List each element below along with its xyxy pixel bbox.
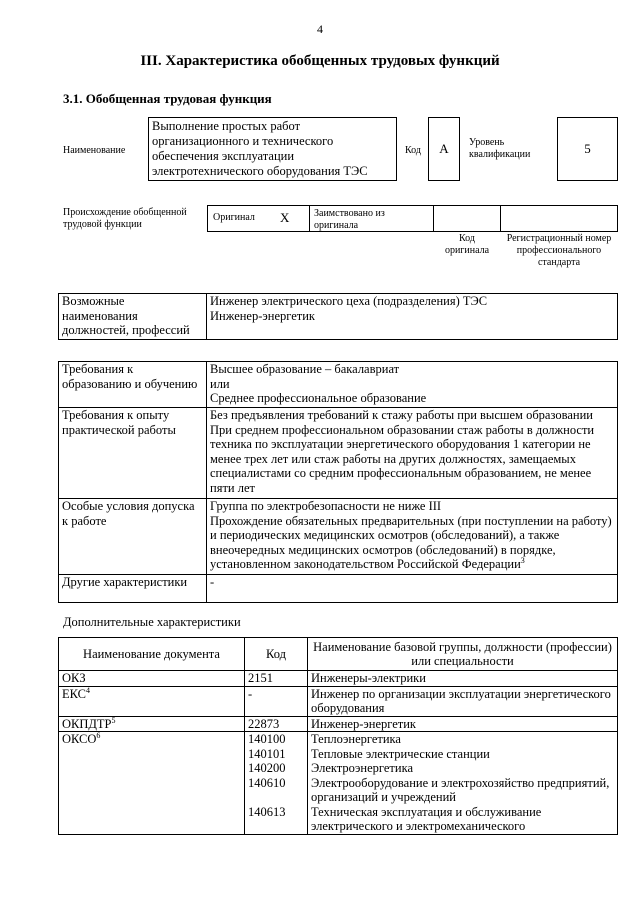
naming-label: Наименование	[63, 145, 126, 156]
requirement-label: Другие характеристики	[59, 575, 207, 603]
position-item: Инженер-энергетик	[210, 308, 315, 323]
requirements-table	[58, 361, 618, 603]
requirement-value	[207, 499, 618, 575]
borrowed-cell	[309, 205, 434, 232]
requirement-label: Требования к опыту практической работы	[59, 408, 207, 499]
name-cell	[308, 732, 618, 835]
code-line: 140200	[248, 761, 286, 775]
header-group-name: Наименование базовой группы, должности (профессии) или специальности	[308, 638, 618, 671]
name-cell: Инженер по организации эксплуатации энергетического оборудования	[308, 686, 618, 716]
requirement-label: Требования к образованию и обучению	[59, 362, 207, 408]
name-line: Электрооборудование и электрохозяйство предприятий, организаций и учреждений	[311, 775, 610, 804]
additional-table	[58, 637, 618, 835]
borrowed-label: Заимствовано из оригинала	[314, 208, 385, 231]
header-document: Наименование документа	[59, 638, 245, 671]
subsection-title: 3.1. Обобщенная трудовая функция	[63, 91, 272, 106]
table-header-row	[59, 638, 618, 671]
table-row	[59, 716, 618, 732]
original-cell	[207, 205, 310, 232]
doc-cell: ОКЗ	[59, 671, 245, 687]
table-row	[59, 686, 618, 716]
section-title: III. Характеристика обобщенных трудовых функций	[140, 53, 500, 69]
code-cell: -	[245, 686, 308, 716]
origin-code-cell	[433, 205, 501, 232]
name-line: Техническая эксплуатация и обслуживание электрического и электромеханического	[311, 804, 542, 833]
positions-table	[58, 293, 618, 340]
requirement-row	[59, 408, 618, 499]
doc-cell: ЕКС$^4$	[59, 686, 245, 716]
name-line: Электроэнергетика	[311, 761, 413, 775]
requirement-value	[207, 362, 618, 408]
origin-reg-cell	[500, 205, 618, 232]
level-label: Уровень квалификации	[469, 137, 531, 160]
requirement-line: или	[210, 376, 230, 391]
code-line: 140613	[248, 804, 286, 819]
requirement-value: -	[207, 575, 618, 603]
origin-label: Происхождение обобщенной трудовой функции	[63, 207, 187, 230]
requirement-line: Прохождение обязательных предварительных (при поступлении на работу) и периодических медицинских осмотров (обследований), а также внеочередных медицинских осмотров (обследований) в порядке, установленном законодательством Российской Федерации$^3$	[210, 513, 612, 571]
requirement-row	[59, 499, 618, 575]
code-cell: 2151	[245, 671, 308, 687]
requirement-value	[207, 408, 618, 499]
code-cell: 22873	[245, 716, 308, 732]
requirement-line: Без предъявления требований к стажу работы при высшем образовании	[210, 408, 593, 422]
original-label: Оригинал	[213, 212, 255, 223]
doc-cell: ОКПДТР$^5$	[59, 716, 245, 732]
code-line: 140610	[248, 775, 286, 790]
level-value: 5	[557, 117, 618, 181]
name-cell: Инженеры-электрики	[308, 671, 618, 687]
requirement-row	[59, 362, 618, 408]
name-cell: Инженер-энергетик	[308, 716, 618, 732]
positions-label: Возможные наименования должностей, профессий	[59, 294, 207, 340]
code-line: 140100	[248, 732, 286, 746]
table-row	[59, 671, 618, 687]
requirement-label: Особые условия допуска к работе	[59, 499, 207, 575]
origin-code-caption: Код оригинала	[444, 233, 490, 256]
additional-title: Дополнительные характеристики	[63, 615, 241, 629]
origin-reg-caption: Регистрационный номер профессионального стандарта	[506, 233, 612, 268]
page-number: 4	[317, 22, 323, 36]
code-label: Код	[405, 145, 421, 156]
requirement-line: Высшее образование – бакалавриат	[210, 362, 400, 376]
naming-value: Выполнение простых работ организационного и технического обеспечения эксплуатации электротехнического оборудования ТЭС	[148, 117, 397, 181]
code-cell	[245, 732, 308, 835]
name-line: Теплоэнергетика	[311, 732, 401, 746]
name-line: Тепловые электрические станции	[311, 746, 490, 761]
table-row	[59, 732, 618, 835]
code-value: А	[428, 117, 460, 181]
header-code: Код	[245, 638, 308, 671]
requirement-line: Среднее профессиональное образование	[210, 391, 427, 405]
positions-values	[207, 294, 618, 340]
position-item: Инженер электрического цеха (подразделения) ТЭС	[210, 294, 488, 308]
requirement-row	[59, 575, 618, 603]
code-line: 140101	[248, 746, 286, 761]
requirement-line: При среднем профессиональном образовании стаж работы в должности техника по эксплуатации энергетического оборудования 1 категории не менее трех лет или стаж работы на других должностях, замещаемых специалистами со средним профессиональным образованием, не менее пяти лет	[210, 422, 595, 495]
requirement-line: Группа по электробезопасности не ниже III	[210, 499, 442, 513]
footnote-mark: 3	[520, 555, 525, 565]
original-mark: X	[280, 210, 290, 225]
doc-cell: ОКСО$^6$	[59, 732, 245, 835]
